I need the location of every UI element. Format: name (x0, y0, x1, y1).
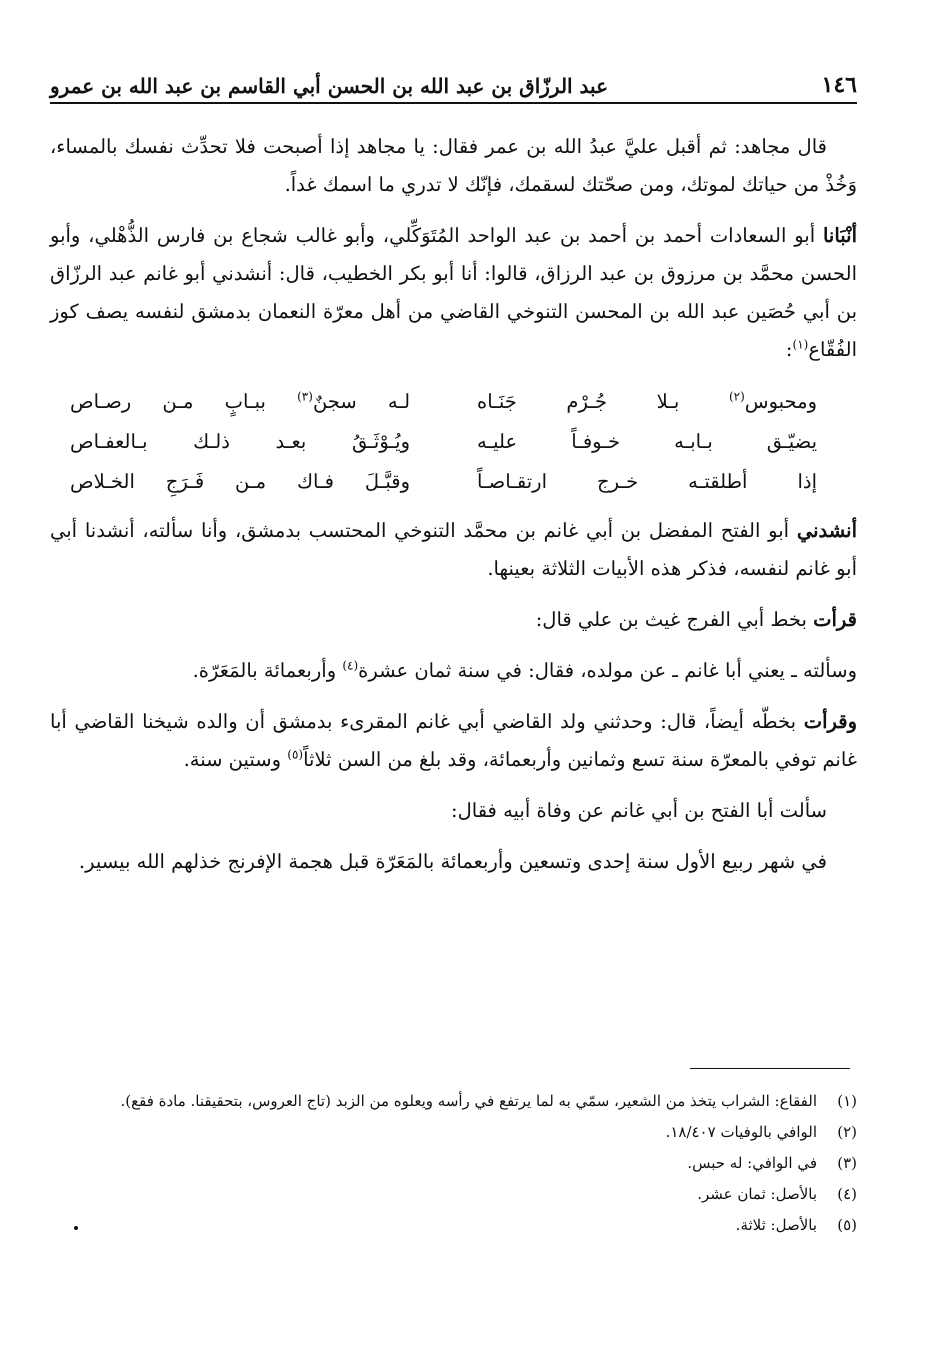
scan-speck (74, 1226, 78, 1230)
footnote (50, 1086, 857, 1117)
footnote-ref: (٥) (287, 747, 304, 762)
paragraph-lead-word: أنشدني (796, 519, 858, 542)
paragraph-lead-word: وقرأت (803, 710, 857, 733)
paragraph-4 (50, 601, 857, 639)
paragraph-text: بخطّه أيضاً، قال: وحدثني ولد القاضي أبي غانم المقرىء بدمشق أن والده شيخنا القاضي أبا غانم توفي بالمعرّة سنة تسع وثمانين وأربعمائة، وقد بلغ من السن ثلاثاً (50, 710, 857, 771)
footnote-text: في الوافي: له حبس. (687, 1154, 817, 1172)
poem-line (50, 382, 857, 422)
poem-hemistich-second: لـه سجنٌ$^{(٣)}$ ببـابٍ مـن رصـاص (70, 389, 411, 413)
running-title: عبد الرزّاق بن عبد الله بن الحسن أبي القاسم بن عبد الله بن عمرو (50, 74, 609, 98)
paragraph-5 (50, 652, 857, 690)
paragraph-text: بخط أبي الفرج غيث بن علي قال: (535, 608, 807, 631)
footnote (50, 1148, 857, 1179)
footnote (50, 1117, 857, 1148)
poem-hemistich-first: يضيّـق بـابـه خـوفـاً عليـه (477, 430, 817, 453)
poem-line (50, 462, 857, 502)
page-header (50, 58, 857, 104)
paragraph-6 (50, 703, 857, 779)
page-number: ١٤٦ (821, 72, 857, 98)
paragraph-1 (50, 128, 857, 204)
paragraph-text: أبو السعادات أحمد بن أحمد بن عبد الواحد المُتَوَكِّلي، وأبو غالب شجاع بن فارس الذُّهْلي، وأبو الحسن محمَّد بن مرزوق بن عبد الرزاق، قالوا: أنا أبو بكر الخطيب، قال: أنشدني أبو غانم عبد الرزّاق بن أبي حُصَين عبد الله بن المحسن التنوخي القاضي من أهل معرّة النعمان بدمشق لنفسه يصف كوز الفُقّاع (50, 224, 857, 361)
paragraph-tail: وأربعمائة بالمَعَرّة. (192, 659, 343, 682)
paragraph-3 (50, 512, 857, 588)
footnote-text: الوافي بالوفيات ١٨/٤٠٧. (665, 1123, 817, 1141)
paragraph-8 (50, 843, 857, 881)
paragraph-2 (50, 217, 857, 369)
poem (50, 382, 857, 502)
footnote-number: (٤) (837, 1185, 857, 1203)
poem-hemistich-first: إذا أطلقتـه خـرج ارتقـاصـاً (477, 470, 817, 493)
footnote-number: (١) (837, 1092, 857, 1110)
footnote-ref: (١) (792, 337, 809, 352)
paragraph-text: في شهر ربيع الأول سنة إحدى وتسعين وأربعمائة بالمَعَرّة قبل هجمة الإفرنج خذلهم الله بيسير. (78, 850, 827, 873)
paragraph-text: أبو الفتح المفضل بن أبي غانم بن محمَّد التنوخي المحتسب بدمشق، وأنا سألته، أنشدنا أبي أبو غانم لنفسه، فذكر هذه الأبيات الثلاثة بعينها. (50, 519, 857, 580)
poem-hemistich-first: ومحبوس$^{(٢)}$ بـلا جُـرْم جَنَـاه (477, 389, 817, 413)
footnote-number: (٥) (837, 1216, 857, 1234)
footnotes (50, 1086, 857, 1241)
footnote-text: بالأصل: ثلاثة. (735, 1216, 817, 1234)
footnote-ref: (٣) (297, 389, 313, 404)
footnote-number: (٢) (837, 1123, 857, 1141)
footnote-text: بالأصل: ثمان عشر. (697, 1185, 817, 1203)
paragraph-7 (50, 792, 857, 830)
footnote-ref: (٤) (342, 658, 359, 673)
poem-hemistich-second: ويُـوْثَـقُ بعـد ذلـك بـالعفـاص (70, 430, 410, 453)
paragraph-text: سألت أبا الفتح بن أبي غانم عن وفاة أبيه فقال: (451, 799, 827, 822)
main-text (50, 128, 857, 894)
footnote (50, 1210, 857, 1241)
paragraph-text: قال مجاهد: ثم أقبل عليَّ عبدُ الله بن عمر فقال: يا مجاهد إذا أصبحت فلا تحدِّث نفسك بالمساء، وَخُذْ من حياتك لموتك، ومن صحّتك لسقمك، فإنّك لا تدري ما اسمك غداً. (50, 135, 857, 196)
paragraph-tail: وستين سنة. (183, 748, 288, 771)
footnote (50, 1179, 857, 1210)
paragraph-text: وسألته ـ يعني أبا غانم ـ عن مولده، فقال: في سنة ثمان عشرة (358, 659, 857, 682)
poem-line (50, 422, 857, 462)
paragraph-lead-word: قرأت (813, 608, 857, 631)
footnote-separator (690, 1068, 850, 1069)
footnote-number: (٣) (837, 1154, 857, 1172)
paragraph-lead-word: أنْبَانا (822, 224, 857, 247)
poem-hemistich-second: وقبَّـلَ فـاك مـن فَـرَجِ الخـلاص (70, 470, 410, 493)
footnote-text: الفقاع: الشراب يتخذ من الشعير، سمّي به لما يرتفع في رأسه ويعلوه من الزبد (تاج العروس، بتحقيقنا. مادة فقع). (120, 1092, 817, 1110)
paragraph-colon: : (785, 338, 793, 361)
footnote-ref: (٢) (728, 389, 745, 404)
